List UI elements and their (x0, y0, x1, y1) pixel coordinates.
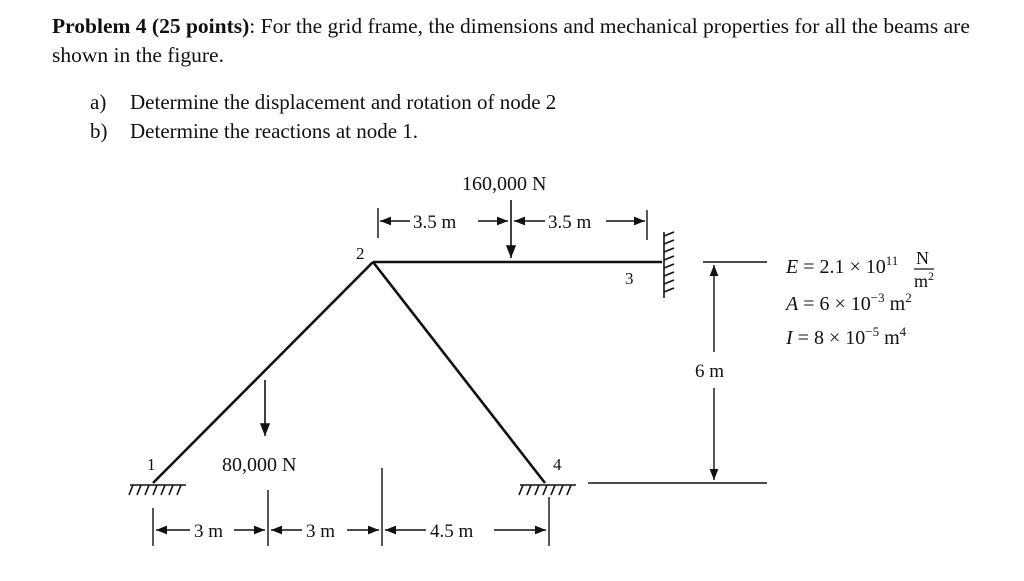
support-node-3 (664, 232, 674, 298)
node-2-label: 2 (356, 244, 365, 263)
prop-A-exp: −3 (870, 290, 885, 305)
prop-E-eq: = 2.1 × 10 (798, 256, 886, 278)
prop-A-lhs: A (786, 293, 799, 315)
top-load-label: 160,000 N (462, 173, 547, 195)
prop-I-lhs: I (786, 327, 793, 349)
dim-top-left: 3.5 m (413, 212, 457, 233)
prop-E-exp: 11 (885, 253, 899, 268)
prop-E-unit-num: N (916, 248, 929, 268)
node-4-label: 4 (553, 455, 562, 474)
node-1-label: 1 (147, 455, 156, 474)
height-dimension-lines (588, 262, 767, 483)
prop-I-unit-exp: 4 (899, 324, 907, 339)
prop-I-exp: −5 (865, 324, 880, 339)
support-node-4 (519, 485, 576, 495)
prop-A-eq: = 6 × 10 (798, 293, 871, 315)
dim-height: 6 m (695, 361, 725, 382)
member-2-4 (373, 262, 545, 483)
dim-bottom-a: 3 m (194, 521, 224, 542)
prop-E-unit-den-exp: 2 (928, 269, 935, 283)
prop-E (785, 253, 898, 278)
prop-A (784, 290, 912, 315)
part-a-mark: a) (90, 90, 107, 114)
dim-bottom-c: 4.5 m (430, 521, 474, 542)
part-b-text: Determine the reactions at node 1. (130, 119, 419, 143)
problem-intro: : For the grid frame, the dimensions and mechanical properties for all the beams are shown in the figure. (52, 14, 970, 67)
node-3-label: 3 (625, 269, 634, 288)
prop-I-unit: m (879, 327, 900, 349)
prop-E-unit-den-base: m (914, 271, 929, 291)
part-a-text: Determine the displacement and rotation of node 2 (130, 90, 557, 114)
support-node-1 (129, 485, 186, 495)
dim-bottom-b: 3 m (306, 521, 336, 542)
member-1-2 (153, 262, 373, 483)
prop-I (785, 324, 907, 349)
prop-A-unit: m (884, 293, 906, 315)
prop-E-lhs: E (786, 256, 799, 278)
dim-top-right: 3.5 m (548, 212, 592, 233)
prop-I-eq: = 8 × 10 (792, 327, 866, 349)
frame-members (153, 262, 662, 483)
material-properties (784, 248, 934, 349)
prop-A-unit-exp: 2 (905, 290, 912, 305)
problem-heading: Problem 4 (25 points) (52, 14, 250, 38)
prop-E-unit-den (914, 269, 934, 291)
part-b-mark: b) (90, 119, 108, 143)
left-load-label: 80,000 N (222, 454, 297, 476)
